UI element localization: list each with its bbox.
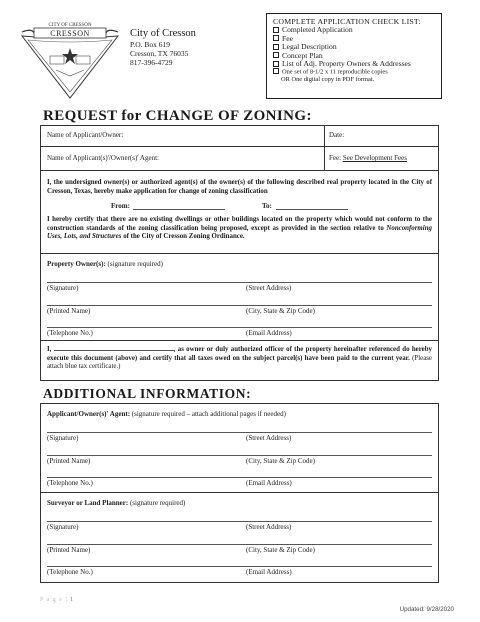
surveyor-signature-label: (Signature): [47, 523, 79, 531]
checklist-item-sub: OR One digital copy in PDF format.: [281, 76, 375, 84]
certification-statement: I hereby certify that there are no existing dwellings or other buildings located on the property which would not conform to the construction standards of the zoning classification being proposed, except as provided in the section relative to Nonconforming Uses, Lots, and Structures of the City of Cresson Zoning Ordinance.: [47, 216, 432, 241]
checklist-item: Fee: [273, 35, 435, 43]
surveyor-telephone-line[interactable]: [47, 566, 432, 567]
agent-row: [41, 147, 438, 171]
updated-date: Updated: 9/28/2020: [399, 606, 454, 613]
surveyor-email-label: (Email Address): [246, 568, 292, 576]
owner-telephone-label: (Telephone No.): [47, 329, 93, 337]
checkbox-icon[interactable]: [273, 68, 279, 74]
to-label: To:: [262, 202, 272, 210]
agent-printed-line[interactable]: [47, 455, 432, 456]
checklist-item: Completed Application: [273, 26, 435, 34]
checklist-item: Legal Description: [273, 43, 435, 51]
surveyor-street-label: (Street Address): [246, 523, 292, 531]
zoning-request-form: [40, 125, 439, 381]
tax-certification-section: [41, 341, 438, 382]
checkbox-icon[interactable]: [273, 61, 279, 67]
checklist-item: List of Adj. Property Owners & Addresses: [273, 60, 435, 68]
tax-certification-statement: I, , as owner or duly authorized officer of the property hereinafter referenced do hereby execute this document (above) and certify that all taxes owed on the subject parcel(s) have been paid to the current year. (Please attach blue tax certificate.): [47, 346, 432, 371]
surveyor-signature-line[interactable]: [47, 521, 432, 522]
city-contact-block: [130, 28, 196, 67]
owner-printed-line[interactable]: [47, 305, 432, 306]
property-owner-label: Property Owner(s): (signature required): [47, 260, 163, 268]
applicant-row: [41, 126, 438, 147]
po-box: P.O. Box 619: [130, 40, 171, 49]
agent-email-label: (Email Address): [246, 479, 292, 487]
agent-street-label: (Street Address): [246, 434, 292, 442]
owner-telephone-line[interactable]: [47, 327, 432, 328]
applicant-name-label: Name of Applicant/Owner:: [47, 131, 124, 139]
surveyor-city-label: (City, State & Zip Code): [246, 546, 315, 554]
owner-printed-label: (Printed Name): [47, 307, 91, 315]
application-statement: I, the undersigned owner(s) or authorized agent(s) of the owner(s) of the following described real property located in the City of Cresson, Texas, hereby make application for change of zoning classification: [47, 179, 432, 195]
owner-city-label: (City, State & Zip Code): [246, 307, 315, 315]
owner-street-label: (Street Address): [246, 284, 292, 292]
checkbox-icon[interactable]: [273, 44, 279, 50]
surveyor-section: [41, 493, 438, 584]
surveyor-section-label: Surveyor or Land Planner: (signature required): [47, 499, 186, 507]
agent-telephone-label: (Telephone No.): [47, 479, 93, 487]
application-checklist: [266, 13, 442, 99]
date-label: Date:: [329, 131, 345, 139]
city-state-zip: Cresson, TX 76035: [130, 49, 189, 58]
agent-telephone-line[interactable]: [47, 477, 432, 478]
surveyor-telephone-label: (Telephone No.): [47, 568, 93, 576]
development-fees-link[interactable]: See Development Fees: [342, 154, 407, 162]
owner-signature-label: (Signature): [47, 284, 79, 292]
city-phone: 817-396-4729: [130, 58, 173, 67]
from-input[interactable]: [133, 209, 225, 210]
city-seal-logo: [20, 14, 120, 102]
letterhead: [0, 0, 480, 105]
agent-printed-label: (Printed Name): [47, 457, 91, 465]
officer-name-input[interactable]: [54, 345, 174, 351]
checklist-title: COMPLETE APPLICATION CHECK LIST:: [273, 17, 421, 26]
checkbox-icon[interactable]: [273, 52, 279, 58]
svg-text:CITY OF CRESSON: CITY OF CRESSON: [48, 23, 92, 28]
checklist-item: Concept Plan: [273, 52, 435, 60]
checkbox-icon[interactable]: [273, 35, 279, 41]
fee-label: Fee: See Development Fees: [329, 154, 407, 162]
page-number: P a g e | 1: [40, 597, 75, 603]
svg-text:CRESSON: CRESSON: [50, 29, 90, 38]
checkbox-icon[interactable]: [273, 27, 279, 33]
surveyor-printed-line[interactable]: [47, 544, 432, 545]
additional-info-title: ADDITIONAL INFORMATION:: [43, 386, 252, 401]
additional-info-form: [40, 403, 439, 583]
property-owner-section: [41, 254, 438, 341]
checklist-item: One set of 8-1/2 x 11 reproducible copies: [273, 68, 435, 76]
agent-signature-label: (Signature): [47, 434, 79, 442]
surveyor-printed-label: (Printed Name): [47, 546, 91, 554]
agent-section-label: Applicant/Owner(s)' Agent: (signature required – attach additional pages if needed): [47, 410, 286, 418]
owner-signature-line[interactable]: [47, 282, 432, 283]
agent-section: [41, 404, 438, 493]
agent-signature-line[interactable]: [47, 432, 432, 433]
agent-name-label: Name of Applicant(s)'/Owner(s)' Agent:: [47, 154, 159, 162]
to-input[interactable]: [276, 209, 348, 210]
city-name: City of Cresson: [130, 28, 196, 39]
agent-city-label: (City, State & Zip Code): [246, 457, 315, 465]
certification-section: [41, 171, 438, 254]
form-title: REQUEST for CHANGE OF ZONING:: [43, 108, 312, 124]
from-label: From:: [111, 202, 130, 210]
owner-email-label: (Email Address): [246, 329, 292, 337]
